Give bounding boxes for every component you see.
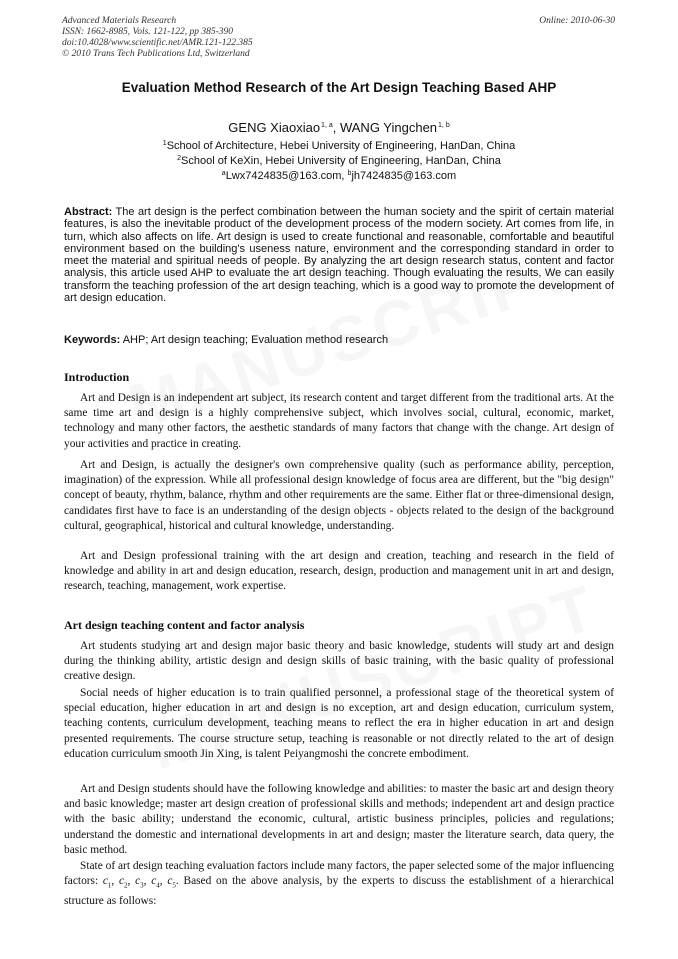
email-address: jh7424835@163.com (351, 170, 457, 182)
paragraph: Art students studying art and design major basic theory and basic knowledge, students will study art and design during the thinking ability, artistic design and design skills of basic training, with the basic quality of professional creative design. (64, 640, 614, 683)
paragraph-text: State of art design teaching evaluation factors include many factors, the paper selected some of the major influencing factors: (64, 860, 614, 888)
section-heading: Introduction (64, 370, 130, 384)
paragraph: Social needs of higher education is to train qualified personnel, a professional stage of the theoretical system of special education, higher education in art and design is no exception, art and design education, curriculum system, teaching contents, curriculum development, teaching means to reflect the era in higher education in art and design presented requirements. The course structure setup, teaching is reasonable or not directly related to the art of design education curriculum smooth Jin Xing, is talent Peiyangmoshi the concrete embodiment. (64, 687, 614, 760)
factor-c3: $c_3$ (135, 875, 144, 890)
issn-line: ISSN: 1662-8985, Vols. 121-122, pp 385-390 (62, 27, 233, 37)
affiliation-2 (40, 155, 638, 167)
copyright-line: © 2010 Trans Tech Publications Ltd, Switzerland (62, 49, 250, 59)
affiliation-mark: 1 (162, 140, 167, 147)
journal-header (62, 16, 253, 60)
keywords (64, 334, 614, 346)
paragraph: Art and Design is an independent art subject, its research content and target different from the traditional arts. At the same time art and design is a highly comprehensive subject, which involves social, cultural, economic, market, technology and many other factors, the aesthetic standards of many factors that change with the change. Art design of your activities and practice in creating. (64, 392, 614, 450)
email-mark: a (221, 170, 226, 177)
affiliation-1 (40, 140, 638, 152)
authors-line (40, 120, 638, 135)
paragraph: State of art design teaching evaluation factors include many factors, the paper selected some of the major influencing factors: $c_1$, $c_2$, $c_3$, $c_4$, $c_5$. Based on the above analysis, by the experts to discuss the establishment of a hierarchical structure as follows: (64, 860, 615, 907)
doi-line: doi:10.4028/www.scientific.net/AMR.121-122.385 (62, 38, 253, 48)
factor-c5: $c_5$ (167, 875, 176, 890)
journal-name: Advanced Materials Research (62, 16, 177, 26)
abstract-label: Abstract: (64, 206, 113, 218)
author-affiliation-mark: 1, a (321, 122, 333, 129)
keywords-label: Keywords: (64, 334, 121, 346)
affiliation-text: School of Architecture, Hebei University of Engineering, HanDan, China (166, 140, 516, 152)
paragraph-text: . Based on the above analysis, by the experts to discuss the establishment of a hierarchical structure as follows: (64, 875, 615, 907)
author-separator: , (332, 120, 340, 135)
paper-title: Evaluation Method Research of the Art Design Teaching Based AHP (121, 80, 557, 95)
affiliation-text: School of KeXin, Hebei University of Engineering, HanDan, China (181, 155, 501, 167)
email-address: Lwx7424835@163.com, (225, 170, 348, 182)
email-mark: b (347, 170, 352, 177)
factor-c4: $c_4$ (151, 875, 160, 890)
affiliation-mark: 2 (177, 155, 182, 162)
factor-c2: $c_2$ (118, 875, 128, 890)
author-name: WANG Yingchen (339, 120, 438, 135)
author-affiliation-mark: 1, b (438, 122, 450, 129)
author-name: GENG Xiaoxiao (228, 120, 321, 135)
paragraph: Art and Design students should have the following knowledge and abilities: to master the basic art and design theory and basic knowledge; master art design creation of professional skills and methods; independent art and design practice with the basic ability; understand the economic, cultural, artistic business principles, policies and regulations; understand the domestic and international developments in art and design; master the literature search, data query, the basic method. (64, 783, 614, 856)
online-date: Online: 2010-06-30 (539, 16, 615, 26)
paragraph: Art and Design, is actually the designer's own comprehensive quality (such as performance ability, perception, imagination) of the expression. While all professional design knowledge of focus area are different, but the "big design" concept of beauty, rhythm, balance, rhythm and other requirements are the same. Either flat or three-dimensional design, candidates first have to face is an understanding of the design objects - objects related to the design of the background cultural, geographical, historical and cultural knowledge, understanding. (64, 459, 614, 532)
abstract (64, 206, 614, 304)
email-line (40, 170, 638, 182)
keywords-text: AHP; Art design teaching; Evaluation method research (120, 334, 389, 346)
paragraph: Art and Design professional training with the art design and creation, teaching and research in the field of knowledge and ability in art and design education, research, design, production and management unit in art and design, research, teaching, management, work expertise. (64, 550, 614, 593)
abstract-text: The art design is the perfect combination between the human society and the spirit of certain material features, is also the inevitable product of the development process of the modern society. Art comes from life, in turn, which also affects on life. Art design is used to create functional and reasonable, comfortable and beautiful environment based on the building's useness nature, environment and the corresponding standard in order to meet the material and spiritual needs of people. By analyzing the art design research status, content and factor analysis, this article used AHP to evaluate the art design teaching. Though evaluating the results, We can easily transform the teaching profession of the art design teaching, which is a good way to promote the development of art design education. (64, 206, 614, 305)
factor-c1: $c_1$ (102, 875, 112, 890)
section-heading: Art design teaching content and factor analysis (64, 618, 305, 632)
